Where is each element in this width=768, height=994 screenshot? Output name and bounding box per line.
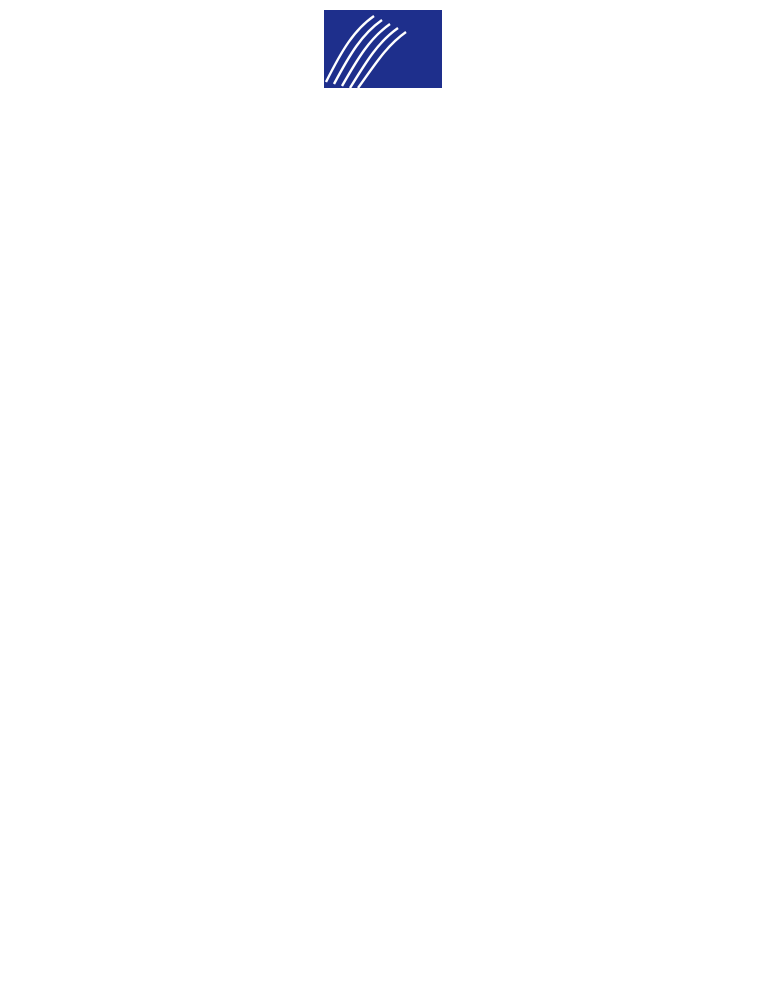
eesc-logo [324,10,442,88]
